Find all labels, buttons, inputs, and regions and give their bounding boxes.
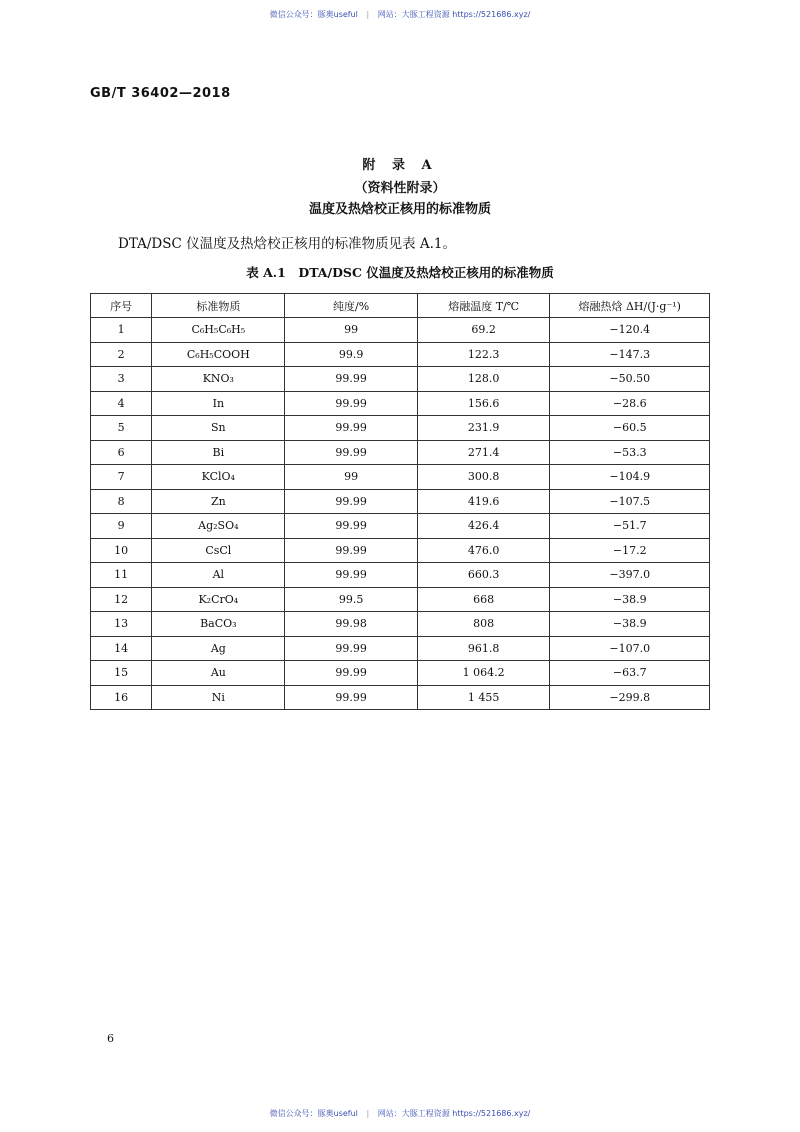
header-melting-temperature: 熔融温度 T/℃ bbox=[417, 294, 550, 318]
cell-index: 3 bbox=[91, 367, 152, 392]
table-row bbox=[91, 636, 710, 661]
cell-purity: 99.99 bbox=[285, 514, 418, 539]
cell-index: 7 bbox=[91, 465, 152, 490]
cell-enthalpy: −107.5 bbox=[550, 489, 710, 514]
table-caption: 表 A.1 DTA/DSC 仪温度及热焓校正核用的标准物质 bbox=[246, 265, 554, 280]
cell-purity: 99 bbox=[285, 318, 418, 343]
cell-index: 4 bbox=[91, 391, 152, 416]
cell-temperature: 808 bbox=[417, 612, 550, 637]
table-row bbox=[91, 489, 710, 514]
page-number: 6 bbox=[107, 1032, 114, 1045]
cell-index: 14 bbox=[91, 636, 152, 661]
watermark-website: 网站：大豚工程资源 https://521686.xyz/ bbox=[377, 1109, 531, 1118]
cell-material: KNO₃ bbox=[152, 367, 285, 392]
table-row bbox=[91, 661, 710, 686]
cell-enthalpy: −17.2 bbox=[550, 538, 710, 563]
cell-purity: 99.9 bbox=[285, 342, 418, 367]
cell-enthalpy: −50.50 bbox=[550, 367, 710, 392]
cell-temperature: 156.6 bbox=[417, 391, 550, 416]
cell-index: 15 bbox=[91, 661, 152, 686]
header-purity: 纯度/% bbox=[285, 294, 418, 318]
cell-index: 13 bbox=[91, 612, 152, 637]
table-row bbox=[91, 318, 710, 343]
cell-index: 8 bbox=[91, 489, 152, 514]
cell-purity: 99.99 bbox=[285, 440, 418, 465]
cell-material: BaCO₃ bbox=[152, 612, 285, 637]
cell-purity: 99.99 bbox=[285, 636, 418, 661]
cell-enthalpy: −28.6 bbox=[550, 391, 710, 416]
cell-enthalpy: −299.8 bbox=[550, 685, 710, 710]
cell-material: Ag bbox=[152, 636, 285, 661]
cell-purity: 99.99 bbox=[285, 416, 418, 441]
cell-purity: 99.98 bbox=[285, 612, 418, 637]
cell-temperature: 961.8 bbox=[417, 636, 550, 661]
cell-material: CsCl bbox=[152, 538, 285, 563]
cell-index: 16 bbox=[91, 685, 152, 710]
cell-index: 2 bbox=[91, 342, 152, 367]
cell-purity: 99.99 bbox=[285, 391, 418, 416]
table-row bbox=[91, 514, 710, 539]
table-row bbox=[91, 416, 710, 441]
watermark-website: 网站：大豚工程资源 https://521686.xyz/ bbox=[377, 10, 531, 19]
cell-index: 10 bbox=[91, 538, 152, 563]
watermark-separator: | bbox=[366, 10, 370, 19]
watermark-wechat: 微信公众号：豚奥useful bbox=[269, 10, 358, 19]
cell-enthalpy: −38.9 bbox=[550, 612, 710, 637]
cell-temperature: 69.2 bbox=[417, 318, 550, 343]
cell-temperature: 231.9 bbox=[417, 416, 550, 441]
table-row bbox=[91, 440, 710, 465]
cell-enthalpy: −38.9 bbox=[550, 587, 710, 612]
standard-code: GB/T 36402—2018 bbox=[90, 86, 231, 101]
watermark-top bbox=[0, 9, 800, 20]
cell-purity: 99.99 bbox=[285, 563, 418, 588]
table-row bbox=[91, 587, 710, 612]
table-header-row bbox=[91, 294, 710, 318]
cell-material: Ni bbox=[152, 685, 285, 710]
cell-enthalpy: −51.7 bbox=[550, 514, 710, 539]
cell-purity: 99.99 bbox=[285, 538, 418, 563]
cell-temperature: 271.4 bbox=[417, 440, 550, 465]
cell-temperature: 660.3 bbox=[417, 563, 550, 588]
cell-purity: 99.99 bbox=[285, 661, 418, 686]
cell-temperature: 426.4 bbox=[417, 514, 550, 539]
cell-temperature: 1 455 bbox=[417, 685, 550, 710]
cell-material: K₂CrO₄ bbox=[152, 587, 285, 612]
cell-temperature: 1 064.2 bbox=[417, 661, 550, 686]
header-melting-enthalpy: 熔融热焓 ΔH/(J·g⁻¹) bbox=[550, 294, 710, 318]
cell-material: Sn bbox=[152, 416, 285, 441]
cell-material: Bi bbox=[152, 440, 285, 465]
cell-purity: 99 bbox=[285, 465, 418, 490]
cell-enthalpy: −60.5 bbox=[550, 416, 710, 441]
cell-material: Al bbox=[152, 563, 285, 588]
table-row bbox=[91, 538, 710, 563]
header-index: 序号 bbox=[91, 294, 152, 318]
table-row bbox=[91, 465, 710, 490]
cell-enthalpy: −107.0 bbox=[550, 636, 710, 661]
reference-materials-table bbox=[90, 293, 710, 710]
cell-enthalpy: −63.7 bbox=[550, 661, 710, 686]
cell-index: 6 bbox=[91, 440, 152, 465]
table-row bbox=[91, 391, 710, 416]
cell-purity: 99.99 bbox=[285, 367, 418, 392]
cell-material: C₆H₅COOH bbox=[152, 342, 285, 367]
header-material: 标准物质 bbox=[152, 294, 285, 318]
cell-material: In bbox=[152, 391, 285, 416]
cell-index: 1 bbox=[91, 318, 152, 343]
annex-type: （资料性附录） bbox=[354, 181, 446, 196]
cell-index: 11 bbox=[91, 563, 152, 588]
cell-index: 5 bbox=[91, 416, 152, 441]
table-row bbox=[91, 563, 710, 588]
cell-index: 9 bbox=[91, 514, 152, 539]
intro-paragraph: DTA/DSC 仪温度及热焓校正核用的标准物质见表 A.1。 bbox=[118, 236, 457, 252]
cell-index: 12 bbox=[91, 587, 152, 612]
watermark-separator: | bbox=[366, 1109, 370, 1118]
table-row bbox=[91, 685, 710, 710]
table-row bbox=[91, 612, 710, 637]
annex-title: 附 录 A bbox=[362, 158, 438, 173]
cell-temperature: 476.0 bbox=[417, 538, 550, 563]
annex-name: 温度及热焓校正核用的标准物质 bbox=[308, 202, 491, 217]
cell-temperature: 128.0 bbox=[417, 367, 550, 392]
watermark-bottom bbox=[0, 1108, 800, 1119]
cell-temperature: 122.3 bbox=[417, 342, 550, 367]
cell-enthalpy: −397.0 bbox=[550, 563, 710, 588]
cell-purity: 99.5 bbox=[285, 587, 418, 612]
cell-enthalpy: −120.4 bbox=[550, 318, 710, 343]
cell-material: Zn bbox=[152, 489, 285, 514]
cell-temperature: 668 bbox=[417, 587, 550, 612]
table-row bbox=[91, 367, 710, 392]
cell-material: C₆H₅C₆H₅ bbox=[152, 318, 285, 343]
table-row bbox=[91, 342, 710, 367]
cell-material: KClO₄ bbox=[152, 465, 285, 490]
cell-purity: 99.99 bbox=[285, 685, 418, 710]
cell-temperature: 300.8 bbox=[417, 465, 550, 490]
cell-enthalpy: −104.9 bbox=[550, 465, 710, 490]
cell-enthalpy: −147.3 bbox=[550, 342, 710, 367]
watermark-wechat: 微信公众号：豚奥useful bbox=[269, 1109, 358, 1118]
cell-material: Ag₂SO₄ bbox=[152, 514, 285, 539]
cell-material: Au bbox=[152, 661, 285, 686]
cell-purity: 99.99 bbox=[285, 489, 418, 514]
cell-enthalpy: −53.3 bbox=[550, 440, 710, 465]
cell-temperature: 419.6 bbox=[417, 489, 550, 514]
